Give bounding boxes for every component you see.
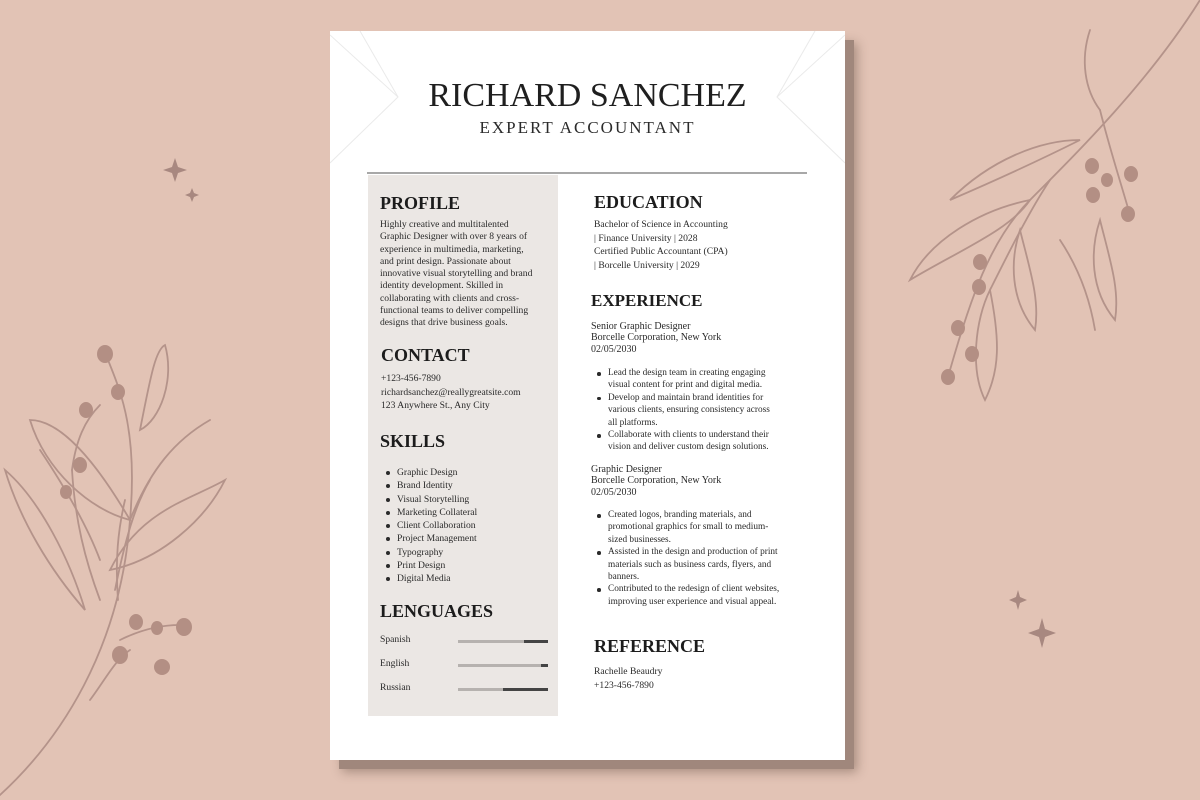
- language-name: Russian: [380, 682, 411, 693]
- job-bullet: Contributed to the redesign of client websites, improving user experience and visual appeal.: [592, 583, 792, 608]
- skill-item: Client Collaboration: [380, 519, 477, 532]
- profile-line: identity development. Skilled in: [380, 280, 504, 292]
- job-bullets: [592, 367, 792, 454]
- job-bullet: Collaborate with clients to understand their vision and deliver custom design solutions.: [592, 429, 792, 454]
- experience-heading: EXPERIENCE: [591, 291, 703, 310]
- contact-address: 123 Anywhere St., Any City: [381, 400, 490, 411]
- contact-phone: +123-456-7890: [381, 373, 441, 384]
- reference-name: Rachelle Beaudry: [594, 666, 663, 677]
- language-name: English: [380, 658, 410, 669]
- skill-item: Brand Identity: [380, 479, 477, 492]
- language-level-bar: [458, 640, 548, 643]
- skill-item: Graphic Design: [380, 466, 477, 479]
- job-bullet: Develop and maintain brand identities for various clients, ensuring consistency across all platforms.: [592, 392, 792, 429]
- language-row: [380, 658, 550, 670]
- profile-heading: PROFILE: [380, 193, 461, 213]
- skill-item: Typography: [380, 546, 477, 559]
- profile-text: [380, 219, 556, 330]
- education-line: Certified Public Accountant (CPA): [594, 246, 728, 258]
- reference-heading: REFERENCE: [594, 636, 706, 656]
- job-company: Borcelle Corporation, New York: [591, 475, 722, 487]
- language-level-fill: [503, 688, 548, 691]
- education-line: | Finance University | 2028: [594, 232, 698, 244]
- job-header: [591, 321, 821, 355]
- job-bullet: Lead the design team in creating engaging visual content for print and digital media.: [592, 367, 792, 392]
- profile-line: experience in multimedia, marketing,: [380, 243, 524, 255]
- candidate-title: EXPERT ACCOUNTANT: [479, 118, 696, 137]
- job-bullets: [592, 509, 792, 608]
- language-level-fill: [524, 640, 548, 643]
- skills-list: [380, 466, 477, 586]
- job-company: Borcelle Corporation, New York: [591, 332, 722, 344]
- profile-line: and print design. Passionate about: [380, 255, 511, 267]
- profile-line: Graphic Designer with over 8 years of: [380, 231, 528, 243]
- education-heading: EDUCATION: [594, 192, 703, 212]
- job-date: 02/05/2030: [591, 343, 637, 355]
- education-line: | Borcelle University | 2029: [594, 259, 700, 271]
- language-level-bar: [458, 688, 548, 691]
- skill-item: Project Management: [380, 532, 477, 545]
- sidebar: [368, 175, 558, 716]
- job-role: Graphic Designer: [591, 464, 662, 475]
- skill-item: Marketing Collateral: [380, 506, 477, 519]
- language-level-fill: [541, 664, 548, 667]
- profile-line: innovative visual storytelling and brand: [380, 268, 533, 280]
- profile-line: functional teams to deliver compelling: [380, 305, 529, 317]
- skill-item: Print Design: [380, 559, 477, 572]
- candidate-name: RICHARD SANCHEZ: [428, 77, 747, 114]
- job-role: Senior Graphic Designer: [591, 321, 691, 332]
- job-bullet: Created logos, branding materials, and promotional graphics for small to medium- sized businesses.: [592, 509, 792, 546]
- language-row: [380, 634, 550, 646]
- contact-info: [381, 372, 557, 413]
- reference-phone: +123-456-7890: [594, 679, 654, 691]
- profile-line: designs that drive business goals.: [380, 317, 508, 329]
- profile-line: Highly creative and multitalented: [380, 219, 509, 230]
- language-level-bar: [458, 664, 548, 667]
- resume-page: [330, 31, 845, 760]
- job-date: 02/05/2030: [591, 486, 637, 498]
- language-name: Spanish: [380, 634, 411, 645]
- language-row: [380, 682, 550, 694]
- job-header: [591, 464, 821, 498]
- skill-item: Digital Media: [380, 572, 477, 585]
- profile-line: collaborating with clients and cross-: [380, 292, 520, 304]
- education-line: Bachelor of Science in Accounting: [594, 219, 728, 230]
- contact-email: richardsanchez@reallygreatsite.com: [381, 386, 521, 398]
- job-bullet: Assisted in the design and production of print materials such as business cards, flyers, and banners.: [592, 546, 792, 583]
- languages-heading: LENGUAGES: [380, 601, 494, 621]
- skills-heading: SKILLS: [380, 431, 446, 451]
- header-divider: [367, 172, 807, 174]
- skill-item: Visual Storytelling: [380, 493, 477, 506]
- reference-details: [594, 665, 824, 692]
- contact-heading: CONTACT: [381, 345, 470, 365]
- education-details: [594, 218, 824, 272]
